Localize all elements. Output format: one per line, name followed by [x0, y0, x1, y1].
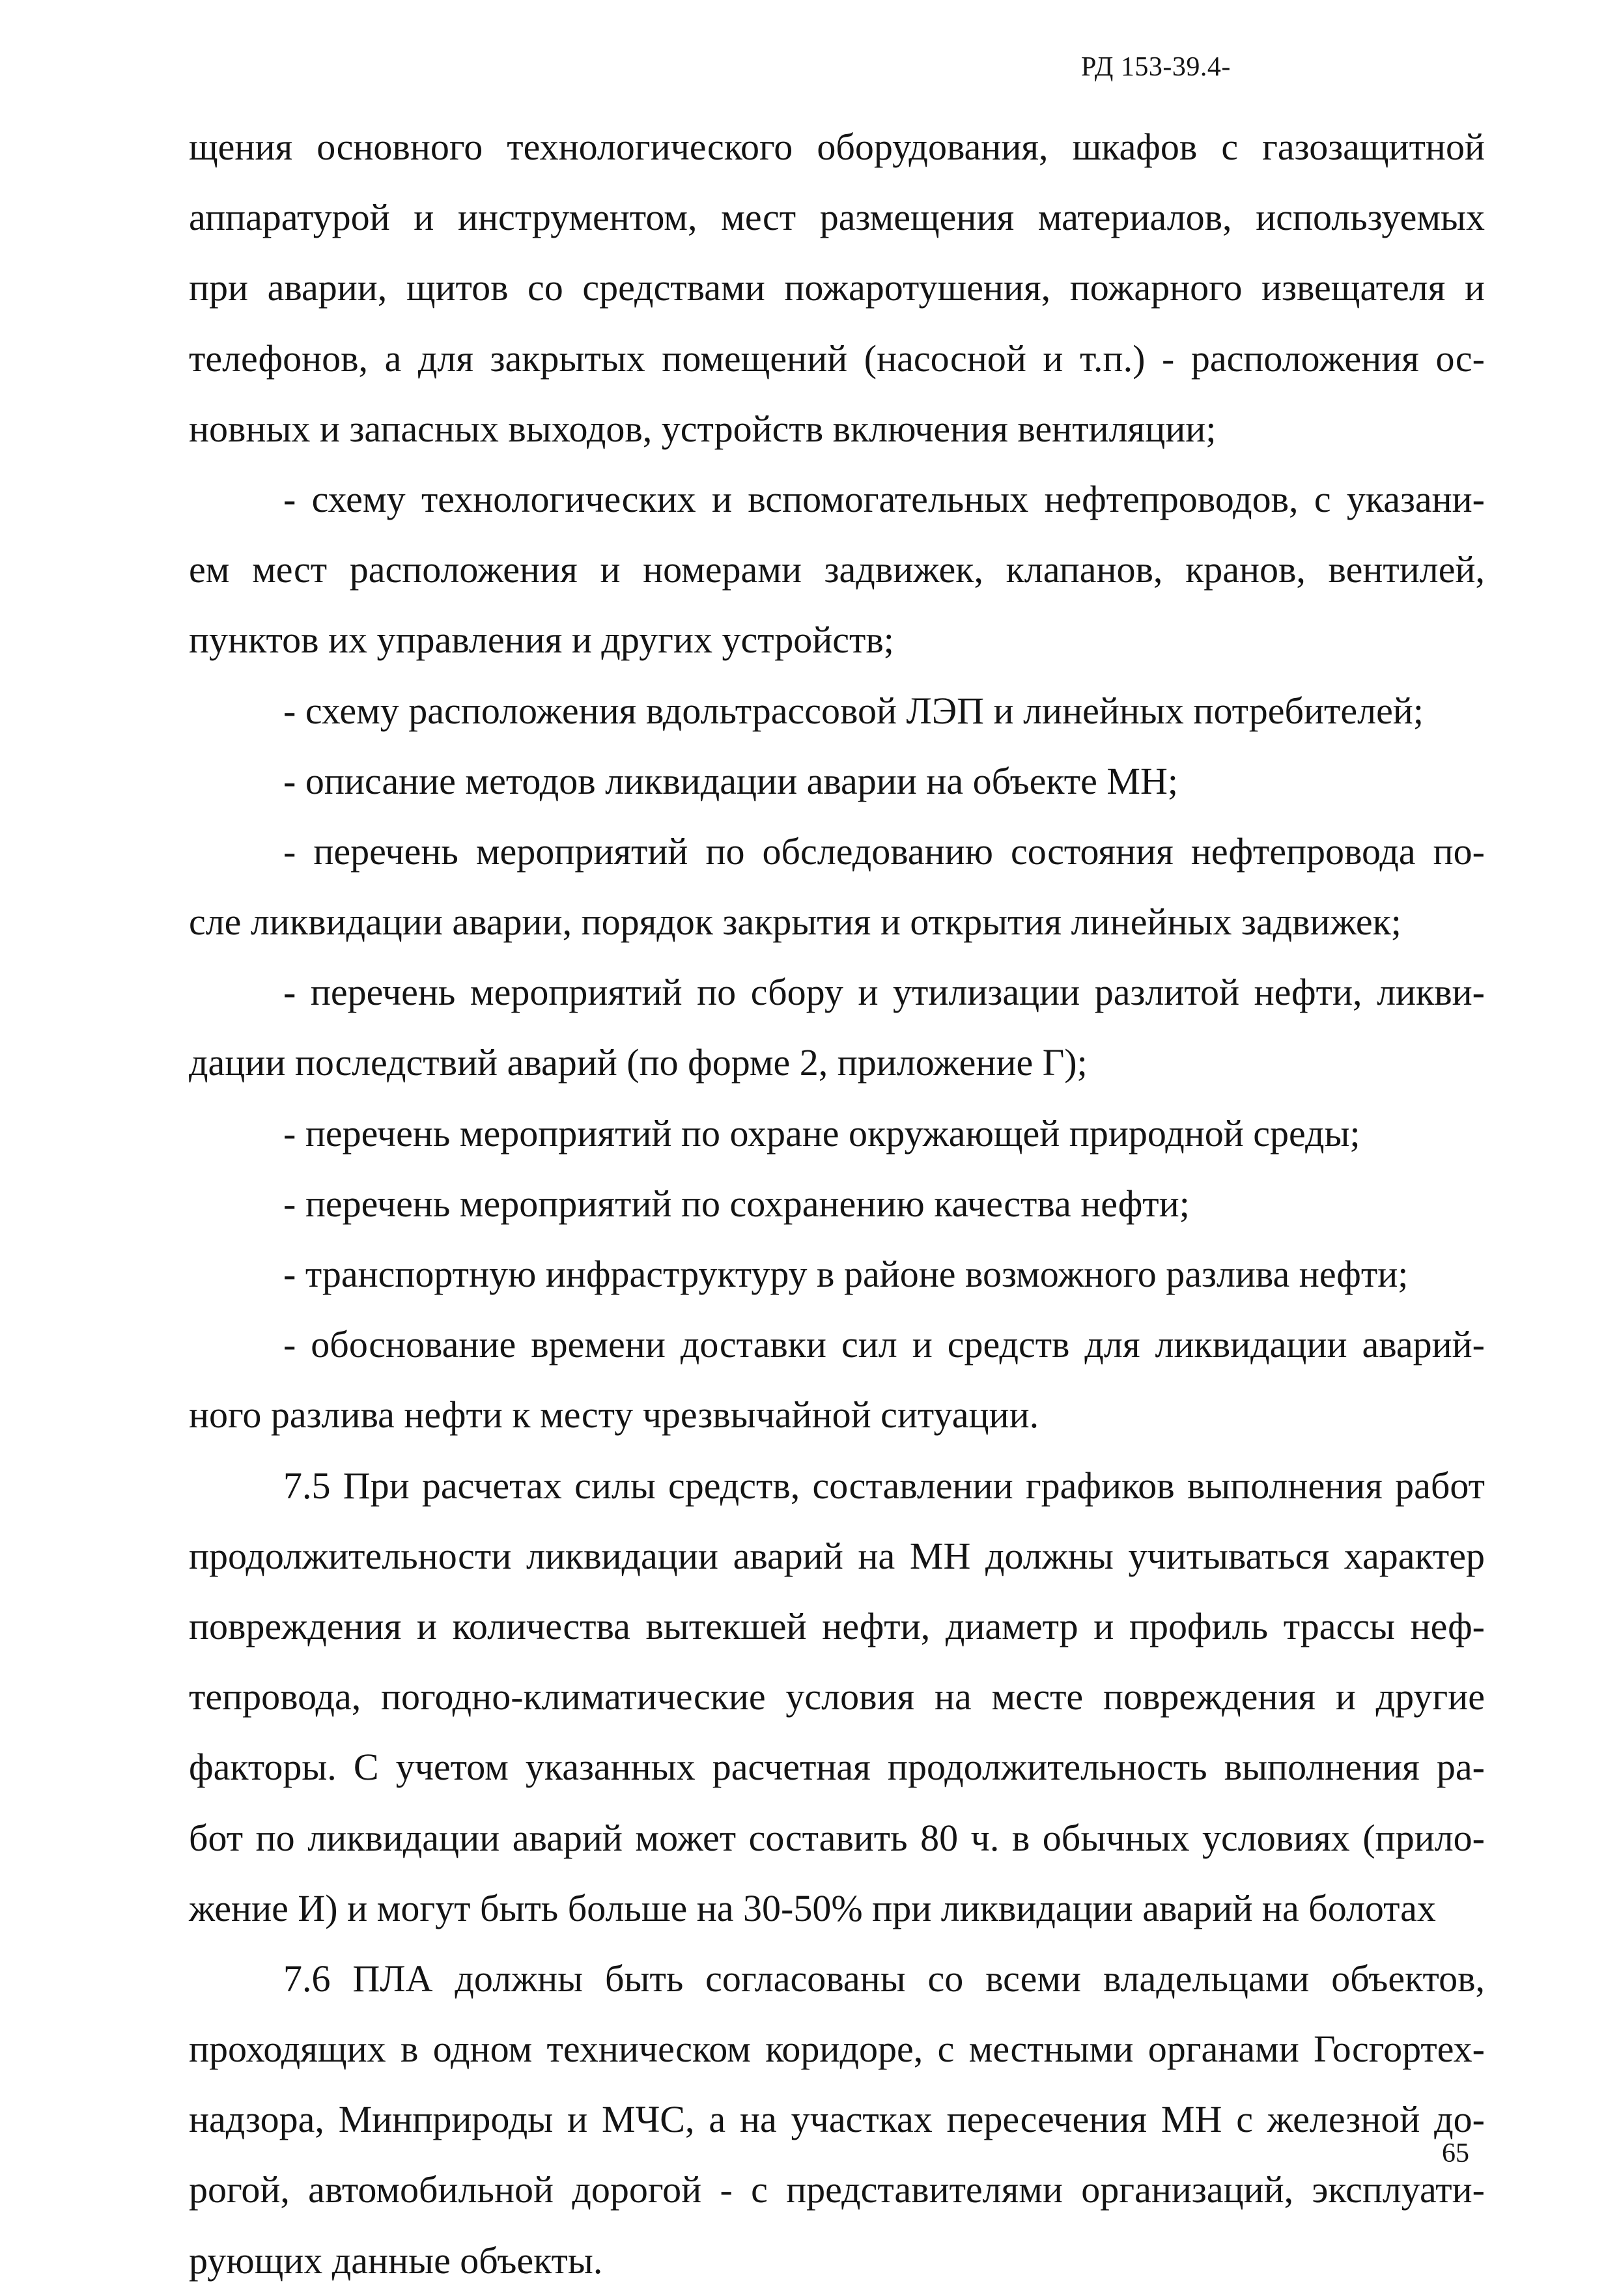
text-line: щения основного технологического оборудования, шкафов с газозащитной — [189, 126, 1485, 168]
text-line: тепровода, погодно-климатические условия на месте повреждения и другие — [189, 1675, 1485, 1718]
text-line: ем мест расположения и номерами задвижек, клапанов, кранов, вентилей, — [189, 548, 1485, 591]
text-line: ного разлива нефти к месту чрезвычайной ситуации. — [189, 1393, 1039, 1436]
text-line: продолжительности ликвидации аварий на МН должны учитываться характер — [189, 1534, 1485, 1577]
text-line: новных и запасных выходов, устройств включения вентиляции; — [189, 407, 1217, 450]
body-text — [189, 112, 1485, 2296]
text-line: бот по ликвидации аварий может составить 80 ч. в обычных условиях (прило- — [189, 1816, 1485, 1859]
list-item-line: - транспортную инфраструктуру в районе возможного разлива нефти; — [283, 1253, 1409, 1295]
text-line: надзора, Минприроды и МЧС, а на участках пересечения МН с железной до- — [189, 2098, 1485, 2141]
text-line: рогой, автомобильной дорогой - с представителями организаций, эксплуати- — [189, 2168, 1485, 2211]
text-line: дации последствий аварий (по форме 2, приложение Г); — [189, 1041, 1088, 1084]
list-item-line: - схему технологических и вспомогательных нефтепроводов, с указани- — [283, 477, 1485, 520]
document-code: РД 153-39.4- — [1081, 52, 1231, 82]
list-item-line: - перечень мероприятий по обследованию состояния нефтепровода по- — [283, 830, 1485, 873]
list-item-line: - перечень мероприятий по сохранению качества нефти; — [283, 1182, 1190, 1225]
list-item-line: - перечень мероприятий по сбору и утилизации разлитой нефти, ликви- — [283, 971, 1485, 1014]
text-line: телефонов, а для закрытых помещений (насосной и т.п.) - расположения ос- — [189, 337, 1485, 380]
text-line: повреждения и количества вытекшей нефти, диаметр и профиль трассы неф- — [189, 1604, 1485, 1647]
text-line: при аварии, щитов со средствами пожаротушения, пожарного извещателя и — [189, 266, 1485, 309]
list-item-line: - описание методов ликвидации аварии на объекте МН; — [283, 759, 1178, 802]
text-line: факторы. С учетом указанных расчетная продолжительность выполнения ра- — [189, 1746, 1485, 1789]
list-item-line: - обоснование времени доставки сил и средств для ликвидации аварий- — [283, 1323, 1485, 1366]
text-line: жение И) и могут быть больше на 30-50% при ликвидации аварий на болотах — [189, 1886, 1436, 1929]
text-line: рующих данные объекты. — [189, 2239, 603, 2282]
paragraph-7-6-line: 7.6 ПЛА должны быть согласованы со всеми владельцами объектов, — [283, 1957, 1485, 2000]
page-number: 65 — [1442, 2138, 1469, 2168]
text-line: сле ликвидации аварии, порядок закрытия и открытия линейных задвижек; — [189, 901, 1401, 944]
paragraph-7-5-line: 7.5 При расчетах силы средств, составлении графиков выполнения работ — [283, 1464, 1485, 1507]
text-line: аппаратурой и инструментом, мест размещения материалов, используемых — [189, 196, 1485, 239]
list-item-line: - перечень мероприятий по охране окружающей природной среды; — [283, 1112, 1360, 1155]
text-line: пунктов их управления и других устройств; — [189, 619, 894, 662]
list-item-line: - схему расположения вдольтрассовой ЛЭП и линейных потребителей; — [283, 689, 1424, 732]
text-line: проходящих в одном техническом коридоре, с местными органами Госгортех- — [189, 2028, 1485, 2071]
